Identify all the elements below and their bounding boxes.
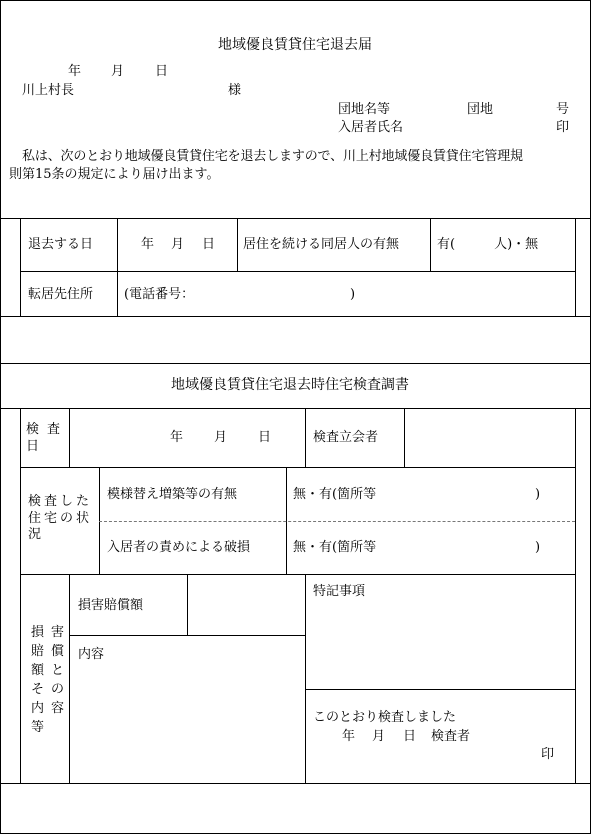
- move-table-mid-line: [20, 271, 575, 272]
- move-out-day: 日: [202, 237, 216, 252]
- phone-close: ): [350, 287, 356, 302]
- frame-left-line: [0, 0, 1, 834]
- inspector-seal-mark: 印: [541, 747, 555, 762]
- renovation-value: 無・有(箇所等: [293, 487, 377, 502]
- witness-label-right: [404, 408, 405, 468]
- honorific-label: 様: [228, 83, 242, 98]
- phone-label: (電話番号：: [124, 287, 195, 302]
- confirm-text: このとおり検査しました: [313, 710, 457, 725]
- frame-top-line: [0, 0, 591, 1]
- renovation-label: 模様替え増築等の有無: [107, 487, 238, 502]
- svg-text:内: 内: [31, 701, 45, 716]
- compensation-amount-divider: [187, 574, 188, 636]
- statement-line-2: 則第15条の規定により届け出ます。: [9, 167, 220, 182]
- move-table-bottom-line: [0, 316, 591, 317]
- move-table-right-line: [575, 218, 576, 316]
- damage-label: 入居者の責めによる破損: [107, 540, 251, 555]
- move-table-left-line: [20, 218, 21, 316]
- inspection-date-row-bottom: [20, 467, 575, 468]
- inspection-table-left-line: [20, 408, 21, 784]
- inspection-table-top-line: [0, 408, 591, 409]
- inspection-date-right: [305, 408, 306, 468]
- resident-name-label: 入居者氏名: [338, 120, 404, 135]
- condition-label: 検査した住宅の状況: [28, 494, 93, 543]
- addressee-label: 川上村長: [22, 83, 75, 98]
- inspection-table-right-line: [575, 408, 576, 784]
- move-out-month: 月: [171, 237, 185, 252]
- remarks-label: 特記事項: [313, 584, 366, 599]
- content-label: 内容: [78, 647, 105, 662]
- move-table-col-1: [117, 218, 118, 316]
- witness-label: 検査立会者: [313, 430, 379, 445]
- inspection-table-bottom-line: [0, 783, 591, 784]
- compensation-right: [305, 574, 306, 783]
- date-day-label: 日: [155, 64, 169, 79]
- compensation-side-label: [27, 622, 69, 748]
- statement-line-1: 私は、次のとおり地域優良賃貸住宅を退去しますので、川上村地域優良賃貸住宅管理規: [22, 149, 523, 164]
- compensation-amount-bottom: [69, 635, 305, 636]
- svg-text:損: 損: [31, 625, 45, 640]
- date-month-label: 月: [111, 64, 125, 79]
- inspection-year: 年: [170, 430, 184, 445]
- svg-text:そ: そ: [31, 682, 45, 697]
- inspection-title: 地域優良賃貸住宅退去時住宅検査調書: [171, 377, 409, 393]
- resident-seal-mark: 印: [556, 120, 570, 135]
- renovation-close: ): [535, 487, 541, 502]
- date-year-label: 年: [68, 64, 82, 79]
- cohabitant-label: 居住を続ける同居人の有無: [243, 237, 400, 252]
- inspection-day: 日: [258, 430, 272, 445]
- condition-row-bottom: [20, 574, 575, 575]
- svg-text:賠: 賠: [31, 644, 45, 659]
- confirm-day: 日: [403, 729, 417, 744]
- svg-text:容: 容: [51, 701, 65, 716]
- cohabitant-value: 有( 人)・無: [437, 237, 539, 252]
- compensation-side-vertical-text: [27, 622, 69, 742]
- damage-close: ): [535, 540, 541, 555]
- svg-text:の: の: [51, 682, 65, 697]
- inspection-date-label: 検査日: [26, 422, 69, 454]
- new-address-label: 転居先住所: [28, 287, 94, 302]
- svg-text:と: と: [51, 663, 65, 678]
- confirm-year: 年: [342, 729, 356, 744]
- svg-text:害: 害: [51, 625, 65, 640]
- move-table-col-3: [430, 218, 431, 271]
- form-title: 地域優良賃貸住宅退去届: [218, 37, 372, 53]
- svg-text:償: 償: [51, 644, 65, 659]
- move-table-col-2: [237, 218, 238, 271]
- remarks-bottom: [305, 689, 575, 690]
- compensation-amount-label: 損害賠償額: [78, 598, 144, 613]
- svg-text:額: 額: [31, 663, 45, 678]
- condition-row-divider: [99, 521, 575, 522]
- inspection-month: 月: [214, 430, 228, 445]
- complex-name-label: 団地名等: [338, 102, 391, 117]
- move-out-date-label: 退去する日: [28, 237, 94, 252]
- damage-value: 無・有(箇所等: [293, 540, 377, 555]
- move-table-top-line: [0, 218, 591, 219]
- inspector-label: 検査者: [431, 729, 471, 744]
- unit-suffix-label: 号: [556, 102, 570, 117]
- svg-text:等: 等: [31, 720, 45, 735]
- compensation-side-right: [69, 574, 70, 783]
- complex-suffix-label: 団地: [467, 102, 494, 117]
- confirm-month: 月: [372, 729, 386, 744]
- inspection-top-line: [0, 363, 591, 364]
- move-out-year: 年: [141, 237, 155, 252]
